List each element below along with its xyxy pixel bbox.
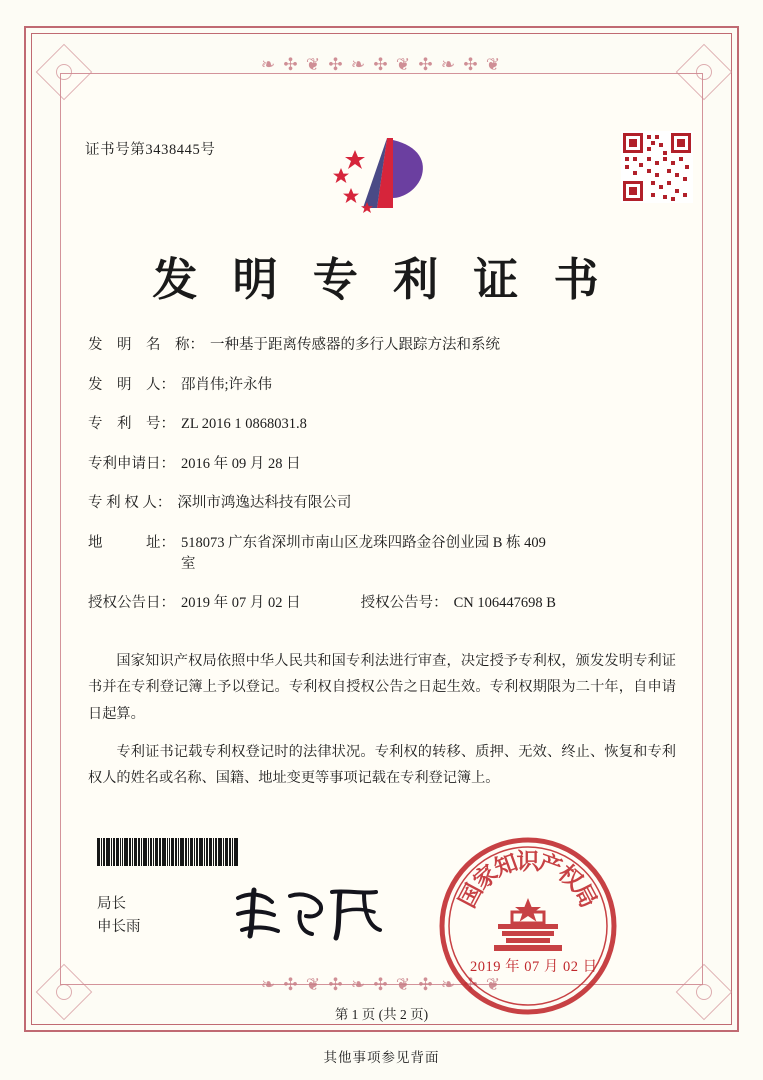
field-colon: ： (160, 455, 175, 472)
signature-labels (97, 893, 141, 939)
field-colon: ： (160, 376, 175, 393)
paragraph-1: 国家知识产权局依照中华人民共和国专利法进行审查，决定授予专利权，颁发发明专利证书并在专利登记簿上予以登记。专利权自授权公告之日起生效。专利权期限为二十年，自申请日起算。 (88, 653, 676, 722)
page-title: 发 明 专 利 证 书 (152, 255, 611, 305)
legal-text (88, 648, 676, 803)
grant-date-value: 2019 年 07 月 02 日 (181, 595, 301, 612)
field-label: 发 明 名 称 (88, 337, 190, 353)
corner-dot-bottom-right (696, 984, 712, 1000)
field-colon: ： (433, 595, 448, 612)
field-value: 邵肖伟;许永伟 (181, 376, 273, 393)
svg-text:识: 识 (516, 849, 540, 874)
field-label: 专利申请日 (88, 455, 161, 472)
footnote: 其他事项参见背面 (323, 1050, 440, 1065)
director-name-label: 申长雨 (97, 919, 141, 936)
field-value: 2016 年 09 月 28 日 (181, 455, 301, 472)
svg-text:知: 知 (490, 849, 522, 882)
svg-text:权: 权 (553, 860, 588, 895)
field-value-line1: 518073 广东省深圳市南山区龙珠四路金谷创业园 B 栋 409 (181, 534, 546, 551)
field-label: 地 址 (88, 534, 161, 551)
field-row-inventor (88, 375, 688, 396)
grant-number-label: 授权公告号 (360, 595, 434, 612)
grant-date-label: 授权公告日 (88, 595, 161, 612)
barcode (97, 838, 299, 866)
paragraph-2: 专利证书记载专利权登记时的法律状况。专利权的转移、质押、无效、终止、恢复和专利权人的姓名或名称、国籍、地址变更等事项记载在专利登记簿上。 (88, 743, 676, 787)
field-colon: ： (156, 495, 172, 512)
cnipa-logo-icon (315, 128, 445, 223)
svg-text:国: 国 (454, 879, 488, 912)
field-value: ZL 2016 1 0868031.8 (181, 416, 307, 433)
handwritten-signature-icon (228, 882, 393, 944)
field-row-grant-announcement (88, 593, 688, 614)
field-row-invention-name (88, 335, 688, 356)
corner-dot-top-right (696, 64, 712, 80)
field-colon: ： (160, 595, 175, 612)
filigree-top: ❧ ✣ ❦ ✣ ❧ ✣ ❦ ✣ ❧ ✣ ❦ (260, 55, 503, 74)
field-value: 深圳市鸿逸达科技有限公司 (177, 495, 352, 512)
field-row-patent-number (88, 414, 688, 435)
field-list (88, 335, 688, 633)
filigree-bottom: ❧ ✣ ❦ ✣ ❧ ✣ ❦ ✣ ❧ ✣ ❦ (260, 975, 503, 994)
field-row-address (88, 533, 688, 575)
director-title-label: 局长 (97, 896, 126, 912)
field-row-application-date (88, 454, 688, 475)
corner-dot-bottom-left (56, 984, 72, 1000)
field-label: 发 明 人 (88, 376, 161, 393)
field-label: 专 利 权 人 (88, 495, 157, 512)
certificate-number: 证书号第3438445号 (85, 142, 216, 158)
svg-text:家: 家 (468, 860, 503, 895)
field-label: 专 利 号 (88, 416, 161, 433)
field-colon: ： (160, 534, 175, 551)
page-number: 第 1 页 (共 2 页) (334, 1007, 429, 1022)
svg-text:局: 局 (568, 879, 602, 912)
qr-code-icon (621, 131, 693, 203)
official-seal-icon (437, 835, 619, 1017)
grant-number-value: CN 106447698 B (453, 595, 556, 612)
corner-dot-top-left (56, 64, 72, 80)
seal-date: 2019 年 07 月 02 日 (470, 959, 598, 975)
field-value: 一种基于距离传感器的多行人跟踪方法和系统 (210, 337, 500, 353)
field-colon: ： (160, 416, 175, 433)
field-value-line2: 室 (181, 555, 196, 572)
field-colon: ： (189, 337, 204, 353)
field-row-patentee (88, 493, 688, 514)
svg-text:产: 产 (534, 849, 566, 882)
field-value-wrapper (177, 533, 688, 575)
